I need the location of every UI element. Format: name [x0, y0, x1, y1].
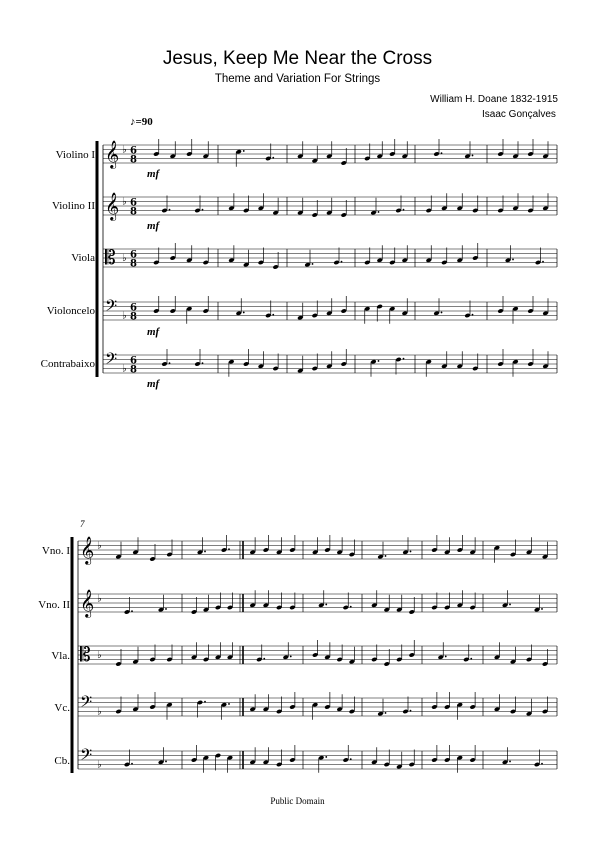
- measure-number: 7: [80, 519, 85, 529]
- footer-copyright: Public Domain: [270, 796, 325, 806]
- time-signature-bottom: 8: [130, 258, 137, 270]
- bass-clef-icon: 𝄢: [80, 693, 93, 715]
- dot: [350, 606, 352, 608]
- instrument-label-bass: Contrabaixo: [40, 358, 95, 370]
- dot: [512, 259, 514, 261]
- dot: [228, 548, 230, 550]
- dynamic-mf: mf: [147, 220, 160, 232]
- dot: [312, 263, 314, 265]
- time-signature-bottom: 8: [130, 311, 137, 323]
- dot: [325, 756, 327, 758]
- tempo-marking: ♪=90: [130, 116, 153, 128]
- flat-icon: ♭: [122, 253, 127, 264]
- treble-clef-icon: 𝄞: [105, 140, 120, 168]
- dot: [263, 658, 265, 660]
- dot: [541, 763, 543, 765]
- dot: [378, 211, 380, 213]
- instrument-label-cello: Violoncelo: [46, 305, 95, 317]
- time-signature-bottom: 8: [130, 364, 137, 376]
- time-signature-top: 6: [130, 302, 137, 314]
- eighth-note-icon: ♪: [130, 116, 136, 128]
- dot: [341, 261, 343, 263]
- flat-icon: ♭: [97, 706, 102, 718]
- time-signature-top: 6: [130, 355, 137, 367]
- dynamic-mf: mf: [147, 326, 160, 338]
- dot: [385, 712, 387, 714]
- dot: [441, 312, 443, 314]
- dot: [470, 658, 472, 660]
- dot: [378, 360, 380, 362]
- bass-clef-icon: 𝄢: [105, 297, 118, 319]
- flat-icon: ♭: [122, 310, 127, 322]
- instrument-label-violin-1-short: Vno. I: [41, 545, 70, 557]
- time-signature-bottom: 8: [130, 154, 137, 166]
- composer-credit: William H. Doane 1832-1915: [430, 94, 558, 105]
- dot: [325, 604, 327, 606]
- dot: [410, 551, 412, 553]
- time-signature-bottom: 8: [130, 206, 137, 218]
- flat-icon: ♭: [97, 540, 102, 552]
- dot: [403, 358, 405, 360]
- dynamic-mf: mf: [147, 168, 160, 180]
- dot: [385, 555, 387, 557]
- instrument-label-violin-1: Violino I: [55, 149, 95, 161]
- treble-clef-icon: 𝄞: [80, 589, 95, 617]
- arranger-credit: Isaac Gonçalves: [482, 109, 556, 120]
- dot: [272, 157, 274, 159]
- dot: [472, 155, 474, 157]
- instrument-label-violin-2-short: Vno. II: [38, 599, 70, 611]
- dot: [204, 701, 206, 703]
- instrument-label-bass-short: Cb.: [54, 755, 70, 767]
- time-signature-top: 6: [130, 249, 137, 261]
- dot: [542, 261, 544, 263]
- dot: [445, 656, 447, 658]
- instrument-label-cello-short: Vc.: [54, 702, 70, 714]
- flat-icon: ♭: [122, 196, 127, 208]
- dot: [441, 152, 443, 154]
- dot: [403, 209, 405, 211]
- flat-icon: ♭: [97, 650, 102, 661]
- dot: [350, 758, 352, 760]
- dot: [131, 763, 133, 765]
- treble-clef-icon: 𝄞: [80, 536, 95, 564]
- bass-clef-icon: 𝄢: [105, 350, 118, 372]
- dot: [541, 608, 543, 610]
- dynamic-mf: mf: [147, 378, 160, 390]
- score-title: Jesus, Keep Me Near the Cross: [162, 48, 433, 69]
- dot: [472, 314, 474, 316]
- dot: [165, 608, 167, 610]
- dot: [169, 209, 171, 211]
- dot: [243, 312, 245, 314]
- instrument-label-violin-2: Violino II: [51, 200, 95, 212]
- time-signature-top: 6: [130, 197, 137, 209]
- dot: [131, 610, 133, 612]
- dot: [410, 710, 412, 712]
- flat-icon: ♭: [97, 759, 102, 771]
- dot: [165, 761, 167, 763]
- score-subtitle: Theme and Variation For Strings: [214, 73, 381, 85]
- dot: [202, 362, 204, 364]
- flat-icon: ♭: [122, 144, 127, 156]
- instrument-label-viola: Viola: [71, 252, 95, 264]
- dot: [272, 314, 274, 316]
- dot: [202, 209, 204, 211]
- alto-clef-icon: 𝄡: [105, 247, 116, 269]
- bass-clef-icon: 𝄢: [80, 746, 93, 768]
- flat-icon: ♭: [97, 593, 102, 605]
- alto-clef-icon: 𝄡: [80, 644, 91, 666]
- dot: [169, 362, 171, 364]
- treble-clef-icon: 𝄞: [105, 192, 120, 220]
- dot: [204, 551, 206, 553]
- dot: [243, 150, 245, 152]
- instrument-label-viola-short: Vla.: [51, 650, 70, 662]
- dot: [228, 703, 230, 705]
- dot: [509, 604, 511, 606]
- time-signature-top: 6: [130, 145, 137, 157]
- flat-icon: ♭: [122, 363, 127, 375]
- dot: [290, 656, 292, 658]
- dot: [509, 761, 511, 763]
